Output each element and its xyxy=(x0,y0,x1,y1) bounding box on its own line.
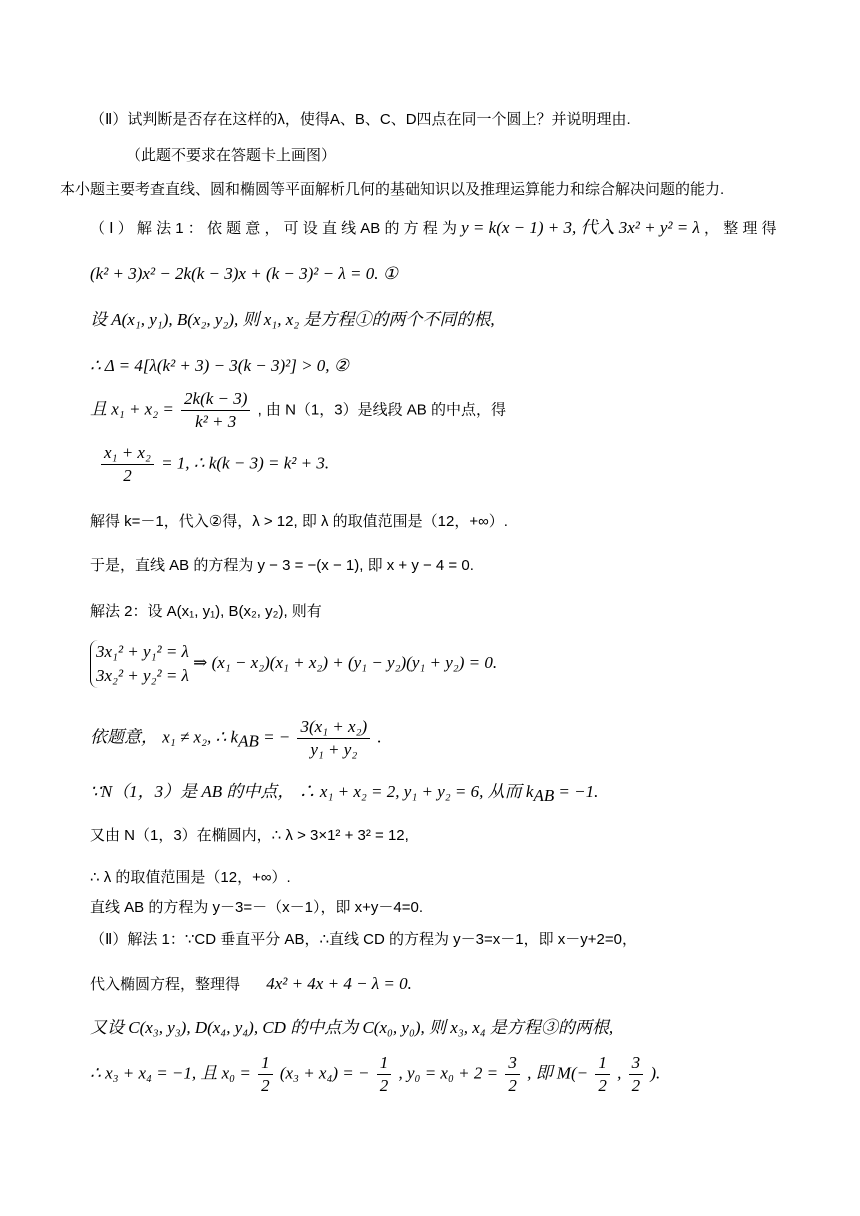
slope-subscript: AB xyxy=(238,731,259,751)
fraction-3 xyxy=(505,1052,520,1097)
midpoint-n-end: = −1. xyxy=(558,782,599,801)
midpoint-condition xyxy=(98,442,329,487)
midpoint-n xyxy=(90,782,598,803)
fraction-4-numerator: 1 xyxy=(595,1052,610,1075)
slope-eq: = − xyxy=(263,727,291,747)
line-ab-equation-2: 直线 AB 的方程为 y－3=－（x－1），即 x+y－4=0. xyxy=(90,899,423,916)
system-row-2: 3x₂² + y₂² = λ xyxy=(96,666,189,685)
part2-intro: （Ⅱ）解法 1：∵CD 垂直平分 AB，∴直线 CD 的方程为 y－3=x－1，即 x－y+2=0， xyxy=(90,931,637,948)
sum-tail: , 由 N（1，3）是线段 AB 的中点，得 xyxy=(257,401,506,419)
sum-fraction xyxy=(181,388,250,433)
equation-3: 4x² + 4x + 4 − λ = 0. xyxy=(266,974,412,993)
substitute-text: 代入椭圆方程，整理得 xyxy=(90,976,241,993)
fraction-1 xyxy=(258,1052,273,1097)
slope-fraction xyxy=(297,716,370,761)
system-tail: ⇒ (x₁ − x₂)(x₁ + x₂) + (y₁ − y₂)(y₁ + y₂) = 0. xyxy=(193,652,498,672)
fraction-1-denominator: 2 xyxy=(261,1076,270,1095)
last-mid-3: , 即 M(− xyxy=(527,1063,589,1083)
fraction-4-denominator: 2 xyxy=(598,1076,607,1095)
substitute-ellipse xyxy=(90,974,412,995)
fraction-1-numerator: 1 xyxy=(258,1052,273,1075)
sum-of-roots xyxy=(90,388,506,433)
fraction-4 xyxy=(595,1052,610,1097)
fraction-5 xyxy=(629,1052,644,1097)
discriminant: ∴ Δ = 4[λ(k² + 3) − 3(k − 3)²] > 0, ② xyxy=(90,356,350,375)
equation-1: (k² + 3)x² − 2k(k − 3)x + (k − 3)² − λ = 0. ① xyxy=(90,264,398,283)
midpoint-n-subscript: AB xyxy=(533,786,555,805)
part1-intro-end: ， 整 理 得 xyxy=(704,220,777,237)
system-brace xyxy=(90,640,189,688)
summary-text: 本小题主要考查直线、圆和椭圆等平面解析几何的基础知识以及推理运算能力和综合解决问题的能力. xyxy=(60,181,725,198)
midpoint-m xyxy=(90,1052,660,1097)
line-ab-equation: 于是，直线 AB 的方程为 y − 3 = −(x − 1), 即 x + y − 4 = 0. xyxy=(90,557,474,574)
sum-numerator: 2k(k − 3) xyxy=(181,388,250,411)
sum-denominator: k² + 3 xyxy=(195,412,237,431)
midpoint-fraction xyxy=(101,442,154,487)
system-row-1: 3x₁² + y₁² = λ xyxy=(96,642,189,661)
last-end: ). xyxy=(650,1063,661,1083)
slope-numerator: 3(x₁ + x₂) xyxy=(297,716,370,739)
method-2-intro: 解法 2：设 A(x₁, y₁), B(x₂, y₂), 则有 xyxy=(90,603,322,620)
midpoint-numerator: x₁ + x₂ xyxy=(101,442,154,465)
last-lead: ∴ x₃ + x₄ = −1, 且 x₀ = xyxy=(90,1063,251,1083)
equation-system xyxy=(90,640,497,688)
question-2-text: （Ⅱ）试判断是否存在这样的λ，使得A、B、C、D四点在同一个圆上？并说明理由. xyxy=(90,111,631,128)
part1-intro-text: （ Ⅰ ） 解 法 1 ： 依 题 意 ， 可 设 直 线 AB 的 方 程 为 xyxy=(90,220,457,237)
part1-intro xyxy=(90,218,777,239)
sum-lead: 且 x₁ + x₂ = xyxy=(90,399,174,419)
slope-denominator: y₁ + y₂ xyxy=(310,740,358,759)
midpoint-denominator: 2 xyxy=(123,466,132,485)
slope-end: . xyxy=(377,727,382,747)
lambda-range: ∴ λ 的取值范围是（12，+∞）. xyxy=(90,869,291,886)
set-roots: 设 A(x₁, y₁), B(x₂, y₂), 则 x₁, x₂ 是方程①的两个不同的根, xyxy=(90,310,495,329)
set-cd: 又设 C(x₃, y₃), D(x₄, y₄), CD 的中点为 C(x₀, y₀), 则 x₃, x₄ 是方程③的两根, xyxy=(90,1018,614,1037)
slope-ab xyxy=(90,716,382,761)
fraction-2-denominator: 2 xyxy=(379,1076,389,1095)
part1-line-equation: y = k(x − 1) + 3, 代入 3x² + y² = λ xyxy=(461,218,700,237)
solve-k: 解得 k=－1，代入②得，λ > 12, 即 λ 的取值范围是（12，+∞）. xyxy=(90,513,508,530)
midpoint-n-text: ∵N（1，3）是 AB 的中点， ∴ x₁ + x₂ = 2, y₁ + y₂ = 6, 从而 k xyxy=(90,782,534,801)
fraction-2-numerator: 1 xyxy=(377,1052,392,1075)
fraction-2 xyxy=(377,1052,392,1097)
last-mid: (x₃ + x₄) = − xyxy=(279,1063,370,1083)
midpoint-tail: = 1, ∴ k(k − 3) = k² + 3. xyxy=(161,453,330,473)
fraction-5-denominator: 2 xyxy=(631,1076,641,1095)
fraction-3-numerator: 3 xyxy=(505,1052,520,1075)
slope-lead: 依题意， x₁ ≠ x₂, ∴ k xyxy=(90,727,239,747)
inside-ellipse: 又由 N（1，3）在椭圆内，∴ λ > 3×1² + 3² = 12, xyxy=(90,827,409,844)
fraction-5-numerator: 3 xyxy=(629,1052,644,1075)
fraction-3-denominator: 2 xyxy=(508,1076,517,1095)
last-mid-2: , y₀ = x₀ + 2 = xyxy=(398,1063,499,1083)
question-note: （此题不要求在答题卡上画图） xyxy=(126,147,337,164)
last-comma: , xyxy=(617,1063,622,1083)
